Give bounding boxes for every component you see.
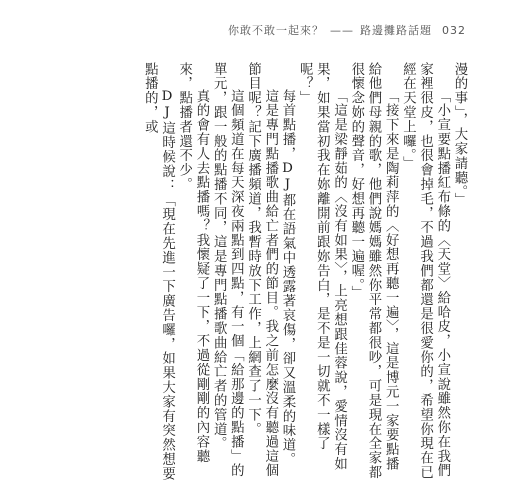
paragraph: 「小宣要點播紅布條的〈天堂〉給哈皮，小宣說雖然你在我們家裡很皮，也很會掉毛，不過我們都還是很愛你的，希望你現在已經在天堂上囉。」 bbox=[400, 62, 450, 480]
paragraph: 「接下來是陶莉萍的〈好想再聽一遍〉，這是博元一家要點播給他們母親的歌，他們說媽媽雖然你平常都很吵，可是現在全家都很懷念妳的聲音，好想再聽一遍喔。」 bbox=[348, 62, 399, 480]
paragraph: 「這是梁靜茹的〈沒有如果〉，上亮想跟佳蓉說，愛情沒有如果，如果當初我在妳離開前跟妳告白，是不是一切就不一樣了呢？」 bbox=[297, 62, 347, 471]
running-head bbox=[228, 22, 466, 38]
book-title: 你敢不敢一起來？ bbox=[228, 24, 324, 37]
paragraph: 這個頻道在每天深夜兩點到四點，有一個「給那邊的點播」的單元，跟一般的點播不同，這是專門點播歌曲給亡者的管道。 bbox=[211, 62, 244, 478]
chapter-subtitle: 路邊攤路話題 bbox=[360, 24, 432, 37]
paragraph: 這是專門點播歌曲給亡者們的節目。我之前怎麼沒有聽過這個節目呢？記下廣播頻道，我暫時放下工作，上網查了一下。 bbox=[245, 62, 278, 478]
vertical-body-text bbox=[58, 62, 468, 482]
paragraph: 每首點播，DJ都在語氣中透露著哀傷，卻又溫柔的味道。 bbox=[279, 88, 295, 467]
paragraph: DJ這時候說：「現在先進一下廣告囉，如果大家有突然想要點播的，或 bbox=[142, 62, 175, 481]
paragraph: 漫的事」，大家請聽。」 bbox=[452, 62, 467, 207]
title-separator: —— bbox=[330, 24, 354, 37]
paragraph: 真的會有人去點播嗎？我懷疑了一下，不過從剛剛的內容聽來，點播者還不少。 bbox=[176, 62, 209, 464]
page-number: 032 bbox=[442, 24, 466, 37]
